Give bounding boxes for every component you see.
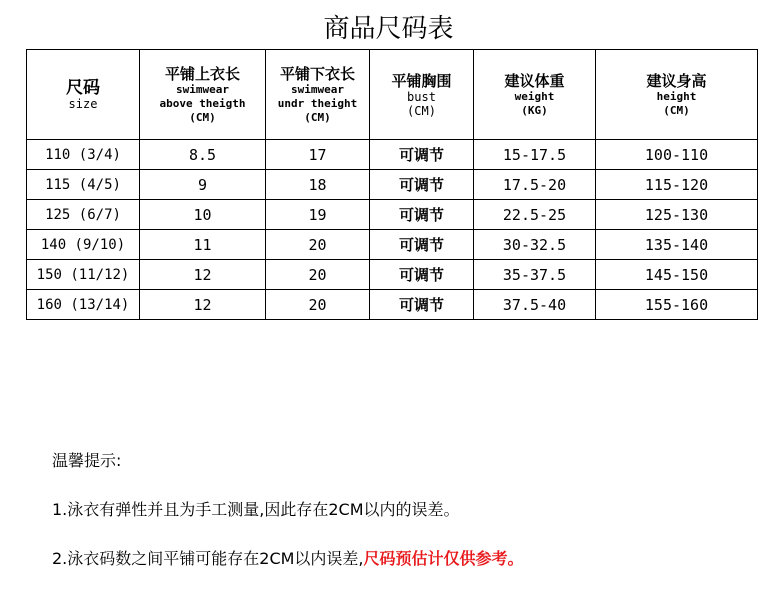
cell-size: 125 (6/7) — [27, 200, 140, 230]
cell-top-length: 8.5 — [140, 140, 266, 170]
cell-bottom-length: 20 — [266, 290, 370, 320]
notes-heading: 温馨提示: — [52, 451, 122, 470]
header-top-length-unit: (CM) — [189, 110, 216, 124]
table-row — [27, 200, 758, 230]
header-bust-cn: 平铺胸围 — [391, 71, 452, 90]
cell-weight: 15-17.5 — [474, 140, 596, 170]
header-height — [596, 50, 758, 140]
table-header-row — [27, 50, 758, 140]
cell-top-length: 12 — [140, 260, 266, 290]
cell-height: 145-150 — [596, 260, 758, 290]
cell-size: 110 (3/4) — [27, 140, 140, 170]
cell-weight: 37.5-40 — [474, 290, 596, 320]
cell-size: 160 (13/14) — [27, 290, 140, 320]
header-weight — [474, 50, 596, 140]
header-bust-unit: (CM) — [407, 103, 436, 118]
cell-bust: 可调节 — [370, 290, 474, 320]
cell-top-length: 12 — [140, 290, 266, 320]
cell-bust: 可调节 — [370, 200, 474, 230]
cell-bottom-length: 18 — [266, 170, 370, 200]
header-bottom-length-en2: undr theight — [277, 96, 358, 110]
cell-bottom-length: 19 — [266, 200, 370, 230]
header-size-cn: 尺码 — [66, 77, 100, 98]
table-row — [27, 260, 758, 290]
cell-weight: 17.5-20 — [474, 170, 596, 200]
header-size-en: size — [68, 96, 98, 111]
note-line-2-text: 2.泳衣码数之间平铺可能存在2CM以内误差, — [52, 549, 364, 568]
header-bust — [370, 50, 474, 140]
header-bust-en: bust — [407, 89, 436, 104]
header-weight-cn: 建议体重 — [504, 71, 565, 90]
cell-bust: 可调节 — [370, 260, 474, 290]
cell-height: 135-140 — [596, 230, 758, 260]
header-weight-en: weight — [514, 89, 555, 103]
size-chart-table — [26, 49, 758, 320]
cell-weight: 30-32.5 — [474, 230, 596, 260]
cell-top-length: 9 — [140, 170, 266, 200]
page-title: 商品尺码表 — [323, 14, 454, 44]
cell-height: 100-110 — [596, 140, 758, 170]
cell-size: 140 (9/10) — [27, 230, 140, 260]
cell-bust: 可调节 — [370, 140, 474, 170]
header-bottom-length — [266, 50, 370, 140]
cell-top-length: 11 — [140, 230, 266, 260]
note-line-2 — [52, 546, 524, 569]
cell-bust: 可调节 — [370, 230, 474, 260]
header-top-length-cn: 平铺上衣长 — [164, 64, 240, 83]
header-bottom-length-unit: (CM) — [304, 110, 331, 124]
header-top-length — [140, 50, 266, 140]
header-weight-unit: (KG) — [521, 103, 548, 117]
cell-height: 115-120 — [596, 170, 758, 200]
header-height-en: height — [656, 89, 697, 103]
header-top-length-en1: swimwear — [176, 82, 229, 96]
cell-weight: 35-37.5 — [474, 260, 596, 290]
cell-size: 115 (4/5) — [27, 170, 140, 200]
note-line-1: 1.泳衣有弹性并且为手工测量,因此存在2CM以内的误差。 — [52, 500, 460, 519]
cell-weight: 22.5-25 — [474, 200, 596, 230]
table-row — [27, 230, 758, 260]
cell-height: 125-130 — [596, 200, 758, 230]
table-row — [27, 290, 758, 320]
cell-bust: 可调节 — [370, 170, 474, 200]
header-size — [27, 50, 140, 140]
note-line-2-disclaimer: 尺码预估计仅供参考。 — [363, 549, 524, 568]
table-row — [27, 140, 758, 170]
cell-bottom-length: 20 — [266, 260, 370, 290]
header-height-unit: (CM) — [663, 103, 690, 117]
cell-bottom-length: 20 — [266, 230, 370, 260]
header-bottom-length-en1: swimwear — [291, 82, 344, 96]
cell-height: 155-160 — [596, 290, 758, 320]
header-height-cn: 建议身高 — [646, 71, 707, 90]
cell-bottom-length: 17 — [266, 140, 370, 170]
cell-top-length: 10 — [140, 200, 266, 230]
header-top-length-en2: above theigth — [159, 96, 246, 110]
cell-size: 150 (11/12) — [27, 260, 140, 290]
table-row — [27, 170, 758, 200]
header-bottom-length-cn: 平铺下衣长 — [279, 64, 355, 83]
